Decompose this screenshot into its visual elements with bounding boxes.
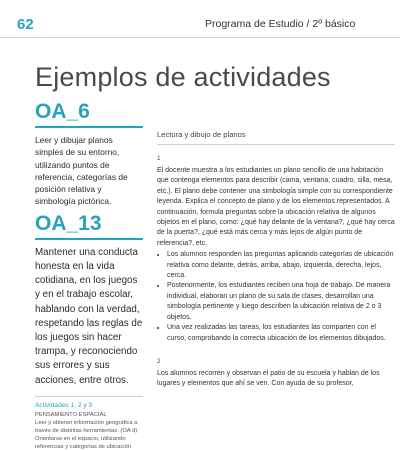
activity-bullets [157,250,395,344]
oa6-heading: OA_6 [35,100,90,123]
oa13-text: Mantener una conducta honesta en la vida cotidiana, en los juegos y en el trabajo escolar, hablando con la verdad, respetando las reglas de los juegos sin hacer trampa, y reconociendo sus errores y sus acciones, entre otros. [35,246,143,386]
activity-1 [157,155,395,344]
objective-oa6 [35,100,143,208]
oa6-rule [35,126,143,128]
activity-intro: Los alumnos recorren y observan el patio de su escuela y hablan de los lugares y elementos que ahí se ven. Con ayuda de su profesor, [157,369,380,388]
list-item: • Una vez realizadas las tareas, los estudiantes las comparten con el curso, comprobando la correcta ubicación de los elementos dibujados. [167,323,395,344]
list-item: • Los alumnos responden las preguntas aplicando categorías de ubicación relativa como delante, detrás, arriba, abajo, izquierda, derecha, lejos, cerca. [167,250,395,281]
section-title: Lectura y dibujo de planos [157,130,246,139]
sidebar-divider [35,396,143,397]
activities-label: Actividades 1, 2 y 3 [35,401,93,409]
activity-intro: El docente muestra a los estudiantes un plano sencillo de una habitación que contenga elementos para describir (cama, ventana, cuadro, silla, mesa, etc.). El plano debe contener una simbología simple con su correspondiente leyenda. Explica el concepto de plano y de los elementos representados. A continuación, formula preguntas sobre la ubicación relativa de algunos objetos en el plano, como: ¿qué hay delante de la ventana?, ¿qué hay cerca de la puerta?, ¿qué está más cerca y más lejos de algún punto de referencia?, etc. [157,167,395,247]
objective-oa13 [35,212,143,388]
section-divider [157,144,395,145]
running-head: Programa de Estudio / 2º básico [205,18,356,30]
page-header [0,0,400,38]
skill-label: PENSAMIENTO ESPACIAL [35,411,107,418]
page-title: Ejemplos de actividades [35,62,331,92]
activity-number: 2 [157,357,161,365]
oa13-rule [35,238,143,240]
objectives-sidebar [35,100,143,451]
oa13-heading: OA_13 [35,211,102,235]
skill-text: Leer y obtener información geográfica a través de distintas herramientas. (OA d) Orientarse en el espacio, utilizando referencias y categorías de ubicación [35,419,138,450]
activity-number: 1 [157,155,161,162]
header-divider [0,37,400,38]
list-item: • Posteriormente, los estudiantes reciben una hoja de trabajo. De manera individual, elaboran un plano de su sala de clases, desarrollan una simbología pertinente y luego describen la ubicación relativa de 2 o 3 objetos. [167,281,395,323]
activity-2 [157,358,395,390]
oa6-text: Leer y dibujar planos simples de su entorno, utilizando puntos de referencia, categorías de posición relativa y simbología pictórica. [35,135,128,207]
activities-column [157,130,395,390]
page-number: 62 [17,16,34,33]
